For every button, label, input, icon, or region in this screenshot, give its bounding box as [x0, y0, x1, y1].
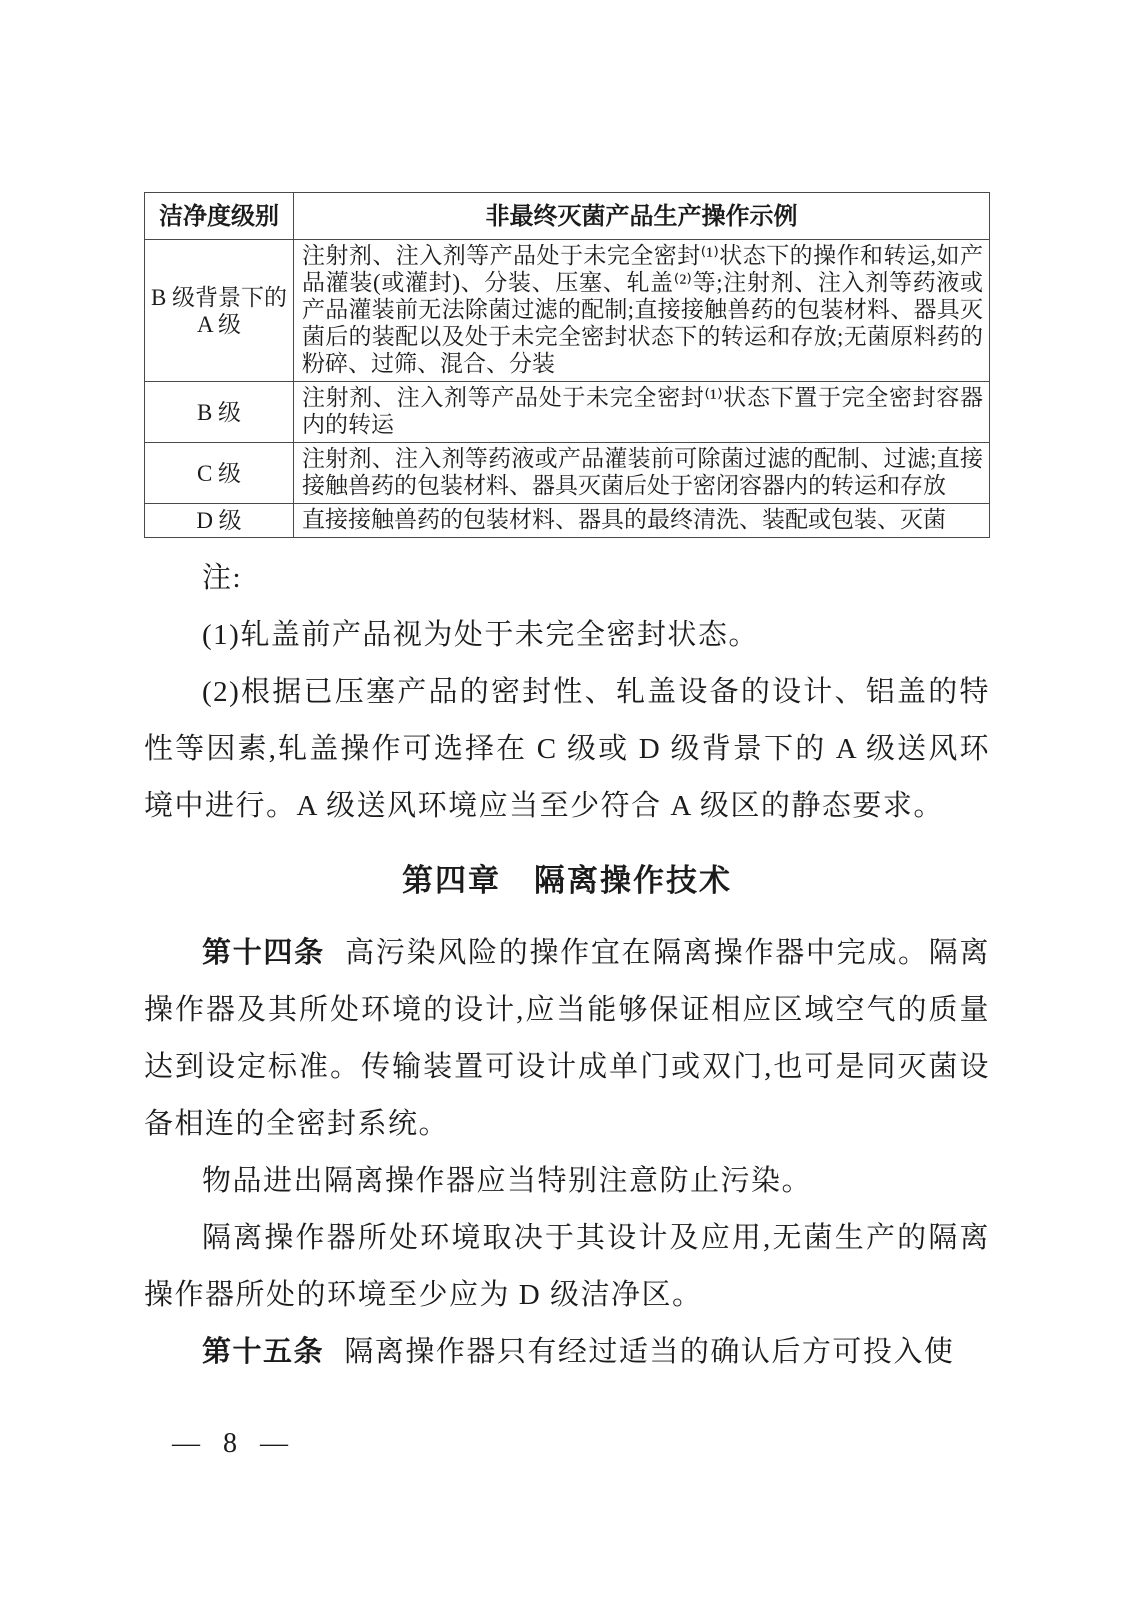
article-14 [144, 925, 990, 1153]
grade-line: B 级 [196, 399, 242, 425]
example-cell: 注射剂、注入剂等药液或产品灌装前可除菌过滤的配制、过滤;直接接触兽药的包装材料、器具灭菌后处于密闭容器内的转运和存放 [294, 443, 990, 504]
paragraph: 隔离操作器所处环境取决于其设计及应用,无菌生产的隔离操作器所处的环境至少应为 D 级洁净区。 [144, 1222, 990, 1311]
page-number: — 8 — [172, 1428, 296, 1459]
grade-cell [145, 504, 294, 538]
table-row [145, 240, 990, 382]
chapter-body [144, 925, 990, 1381]
paragraph: 物品进出隔离操作器应当特别注意防止污染。 [202, 1165, 813, 1197]
table-header-row [145, 193, 990, 240]
article-15-label: 第十五条 [202, 1336, 325, 1368]
table-header [145, 193, 990, 240]
page-content [144, 192, 990, 1381]
example-cell: 直接接触兽药的包装材料、器具的最终清洗、装配或包装、灭菌 [294, 504, 990, 538]
note-item-2: (2)根据已压塞产品的密封性、轧盖设备的设计、铝盖的特性等因素,轧盖操作可选择在 C 级或 D 级背景下的 A 级送风环境中进行。A 级送风环境应当至少符合 A 级区的静态要求。 [144, 676, 990, 822]
grade-line: C 级 [196, 460, 242, 486]
grade-line: A 级 [196, 311, 242, 337]
article-15 [144, 1324, 990, 1381]
notes-section [144, 550, 990, 835]
grade-cell [145, 382, 294, 443]
grade-line: B 级背景下的 [150, 284, 288, 310]
article-14-label: 第十四条 [202, 937, 325, 969]
example-cell: 注射剂、注入剂等产品处于未完全密封⁽¹⁾状态下的操作和转运,如产品灌装(或灌封)、分装、压塞、轧盖⁽²⁾等;注射剂、注入剂等药液或产品灌装前无法除菌过滤的配制;直接接触兽药的包装材料、器具灭菌后的装配以及处于未完全密封状态下的转运和存放;无菌原料药的粉碎、过筛、混合、分装 [294, 240, 990, 382]
article-15-text: 隔离操作器只有经过适当的确认后方可投入使 [344, 1336, 955, 1368]
chapter-heading: 第四章 隔离操作技术 [402, 863, 732, 898]
table-row [145, 504, 990, 538]
table-row [145, 382, 990, 443]
grade-cell [145, 240, 294, 382]
table-row [145, 443, 990, 504]
example-cell: 注射剂、注入剂等产品处于未完全密封⁽¹⁾状态下置于完全密封容器内的转运 [294, 382, 990, 443]
table-body [145, 240, 990, 538]
note-item-1: (1)轧盖前产品视为处于未完全密封状态。 [202, 619, 759, 651]
cleanliness-grade-table [144, 192, 990, 538]
notes-label: 注: [202, 562, 243, 594]
article-14-text: 高污染风险的操作宜在隔离操作器中完成。隔离操作器及其所处环境的设计,应当能够保证相应区域空气的质量达到设定标准。传输装置可设计成单门或双门,也可是同灭菌设备相连的全密封系统。 [144, 937, 990, 1140]
grade-cell [145, 443, 294, 504]
grade-line: D 级 [196, 508, 242, 533]
column-header-grade: 洁净度级别 [145, 193, 294, 240]
column-header-examples: 非最终灭菌产品生产操作示例 [294, 193, 990, 240]
